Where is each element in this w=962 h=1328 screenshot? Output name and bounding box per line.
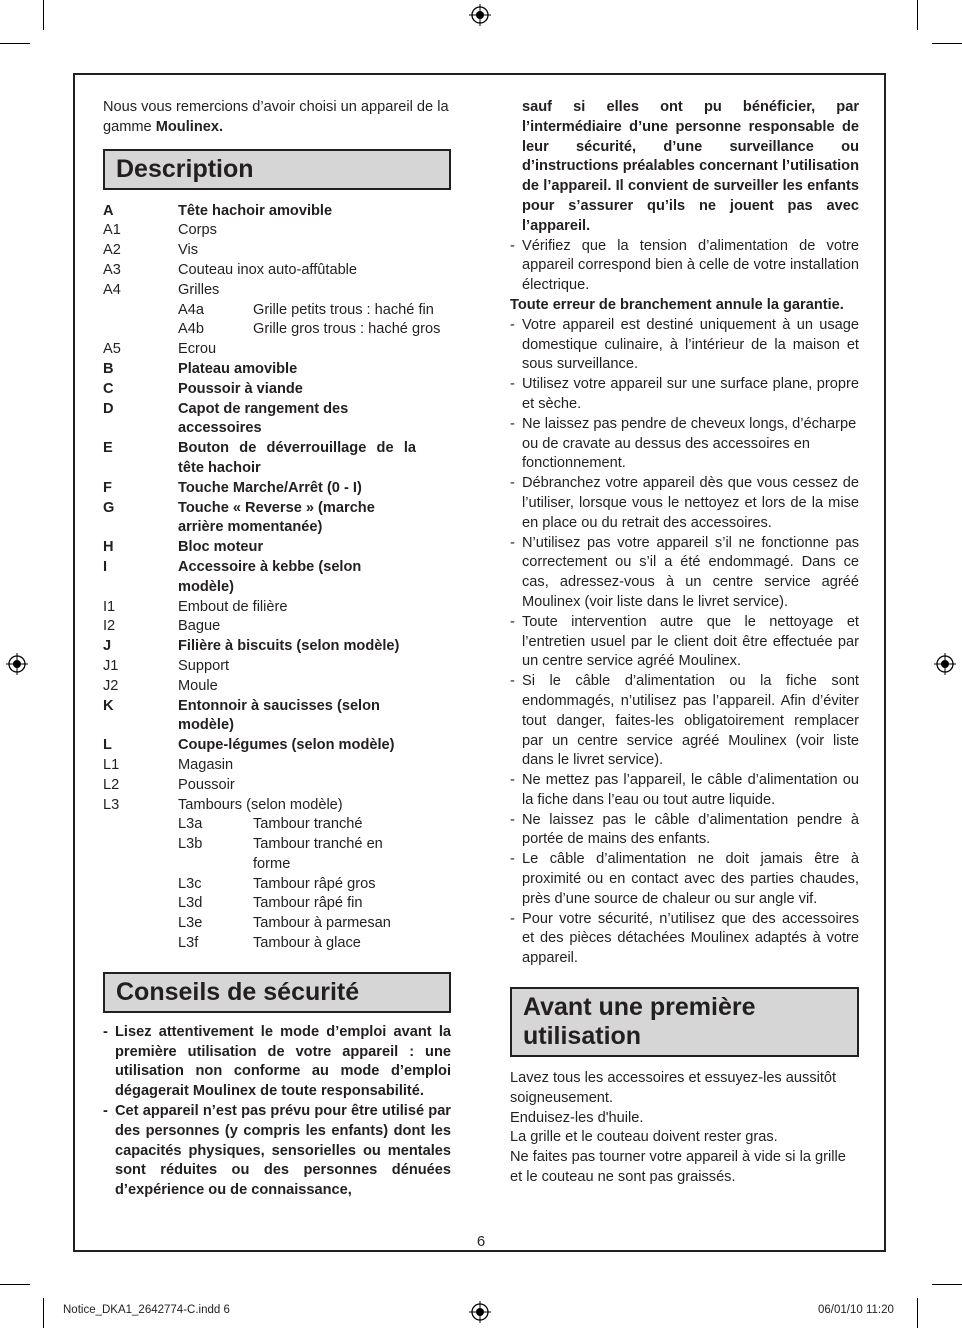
list-item: - Vérifiez que la tension d’alimentation de votre appareil correspond bien à celle de votre installation électrique.	[510, 237, 859, 294]
crop-mark	[932, 43, 962, 44]
list-item: G Touche « Reverse » (marche arrière momentanée)	[103, 499, 375, 536]
safety-list	[103, 1023, 451, 1201]
list-item: L2 Poussoir	[103, 776, 235, 793]
registration-mark-icon	[469, 4, 491, 26]
left-column	[103, 98, 451, 1201]
list-item: - N’utilisez pas votre appareil s’il ne fonctionne pas correctement ou s’il a été endommagé. Dans ce cas, adressez-vous à un centre service agréé Moulinex (voir liste dans le livret service).	[510, 534, 859, 610]
footer-datetime: 06/01/10 11:20	[818, 1304, 894, 1316]
registration-mark-icon	[469, 1301, 491, 1323]
crop-mark	[932, 1284, 962, 1285]
crop-mark	[43, 1298, 44, 1328]
sub-list-item: L3c Tambour râpé gros	[178, 875, 376, 892]
list-item: L Coupe-légumes (selon modèle)	[103, 737, 395, 754]
page-number: 6	[476, 1233, 486, 1250]
list-item: I1 Embout de filière	[103, 598, 288, 615]
paragraph: Enduisez-les d'huile.	[510, 1109, 644, 1126]
safety-heading: Conseils de sécurité	[103, 972, 451, 1013]
list-item: E Bouton de déverrouillage de la tête hachoir	[103, 440, 416, 476]
description-heading: Description	[103, 149, 451, 190]
list-item: J1 Support	[103, 657, 230, 674]
list-item: F Touche Marche/Arrêt (0 - I)	[103, 479, 362, 496]
list-item: - Ne mettez pas l’appareil, le câble d’alimentation ou la fiche dans l’eau ou tout autre liquide.	[510, 772, 859, 808]
list-item: A3 Couteau inox auto-affûtable	[103, 261, 358, 278]
registration-mark-icon	[6, 653, 28, 675]
crop-mark	[0, 1284, 30, 1285]
sub-list-item: L3e Tambour à parmesan	[178, 915, 391, 932]
list-item: D Capot de rangement des accessoires	[103, 400, 349, 437]
sub-list-item: L3d Tambour râpé fin	[178, 895, 363, 912]
list-item: A5 Ecrou	[103, 341, 217, 358]
list-item: - Pour votre sécurité, n’utilisez que des accessoires et des pièces détachées Moulinex adaptés à votre appareil.	[510, 910, 859, 967]
list-item: K Entonnoir à saucisses (selon modèle)	[103, 697, 380, 734]
list-item: A Tête hachoir amovible	[103, 202, 333, 219]
list-item: A2 Vis	[103, 242, 199, 259]
list-item: A4 Grilles	[103, 281, 220, 298]
paragraph: Lavez tous les accessoires et essuyez-les aussitôt soigneusement.	[510, 1070, 837, 1106]
list-item: L3 Tambours (selon modèle)	[103, 796, 343, 813]
list-item: H Bloc moteur	[103, 539, 264, 556]
first-use-heading: Avant une première utilisation	[510, 987, 859, 1057]
footer-file-info: Notice_DKA1_2642774-C.indd 6	[63, 1304, 230, 1316]
list-item: - Le câble d’alimentation ne doit jamais être à proximité ou en contact avec des parties chaudes, près d’une source de chaleur ou sur angle vif.	[510, 851, 859, 907]
list-item: - Ne laissez pas le câble d’alimentation pendre à portée de mains des enfants.	[510, 811, 859, 848]
crop-mark	[0, 43, 30, 44]
list-item: I Accessoire à kebbe (selon modèle)	[103, 558, 362, 595]
paragraph: La grille et le couteau doivent rester gras.	[510, 1129, 778, 1146]
paragraph: Ne faites pas tourner votre appareil à vide si la grille et le couteau ne sont pas graissés.	[510, 1149, 846, 1186]
crop-mark	[43, 0, 44, 30]
sub-list-item: L3a Tambour tranché	[178, 816, 363, 833]
list-item: - Utilisez votre appareil sur une surface plane, propre et sèche.	[510, 376, 859, 412]
list-item: - Lisez attentivement le mode d’emploi avant la première utilisation de votre appareil : une utilisation non conforme au mode d’emploi dégagerait Moulinex de toute responsabilité.	[103, 1023, 451, 1100]
list-item: A1 Corps	[103, 222, 217, 239]
crop-mark	[917, 1298, 918, 1328]
intro-text: Nous vous remercions d’avoir choisi un appareil de la gamme Moulinex.	[103, 99, 449, 135]
list-item: - Cet appareil n’est pas prévu pour être utilisé par des personnes (y compris les enfants) dont les capacités physiques, sensorielles ou mentales sont réduites ou des personnes dénuées d’expérience ou de connaissance,	[103, 1103, 451, 1199]
description-list	[103, 202, 451, 954]
warranty-note: Toute erreur de branchement annule la garantie.	[510, 296, 844, 313]
list-item: L1 Magasin	[103, 756, 234, 773]
list-item: - Si le câble d’alimentation ou la fiche sont endommagés, n’utilisez pas l’appareil. Afin d’éviter tout danger, faites-les obligatoirement remplacer par un centre service agréé Moulinex (voir liste dans le livret service).	[510, 673, 859, 769]
list-item: - Votre appareil est destiné uniquement à un usage domestique culinaire, à l’intérieur de la maison et sous surveillance.	[510, 316, 859, 373]
list-item: - Ne laissez pas pendre de cheveux longs, d’écharpe ou de cravate au dessus des accessoires en fonctionnement.	[510, 415, 857, 472]
list-item: - Toute intervention autre que le nettoyage et l’entretien usuel par le client doit être effectuée par un centre service agréé Moulinex.	[510, 613, 859, 670]
registration-mark-icon	[934, 653, 956, 675]
list-item: J Filière à biscuits (selon modèle)	[103, 638, 400, 655]
list-item: I2 Bague	[103, 618, 221, 635]
list-item: - Débranchez votre appareil dès que vous cessez de l’utiliser, lorsque vous le nettoyez et lors de la mise en place ou du retrait des accessoires.	[510, 475, 859, 531]
sub-list-item: L3b Tambour tranché en forme	[178, 836, 383, 872]
first-use-text	[510, 1069, 859, 1188]
list-item: B Plateau amovible	[103, 360, 298, 377]
brand-name: Moulinex.	[155, 118, 224, 135]
sub-list-item: A4b Grille gros trous : haché gros	[178, 321, 441, 338]
list-item: J2 Moule	[103, 677, 218, 694]
list-item: C Poussoir à viande	[103, 380, 303, 397]
sub-list-item: A4a Grille petits trous : haché fin	[178, 301, 434, 318]
crop-mark	[917, 0, 918, 30]
sub-list-item: L3f Tambour à glace	[178, 935, 361, 952]
safety-list-continued	[510, 316, 859, 969]
right-column	[510, 98, 859, 1188]
safety-continuation: sauf si elles ont pu bénéficier, par l’intermédiaire d’une personne responsable de leur sécurité, d’une surveillance ou d’instructions préalables concernant l’utilisation de l’appareil. Il convient de surveiller les enfants pour s’assurer qu’ils ne jouent pas avec l’appareil.	[522, 99, 859, 234]
